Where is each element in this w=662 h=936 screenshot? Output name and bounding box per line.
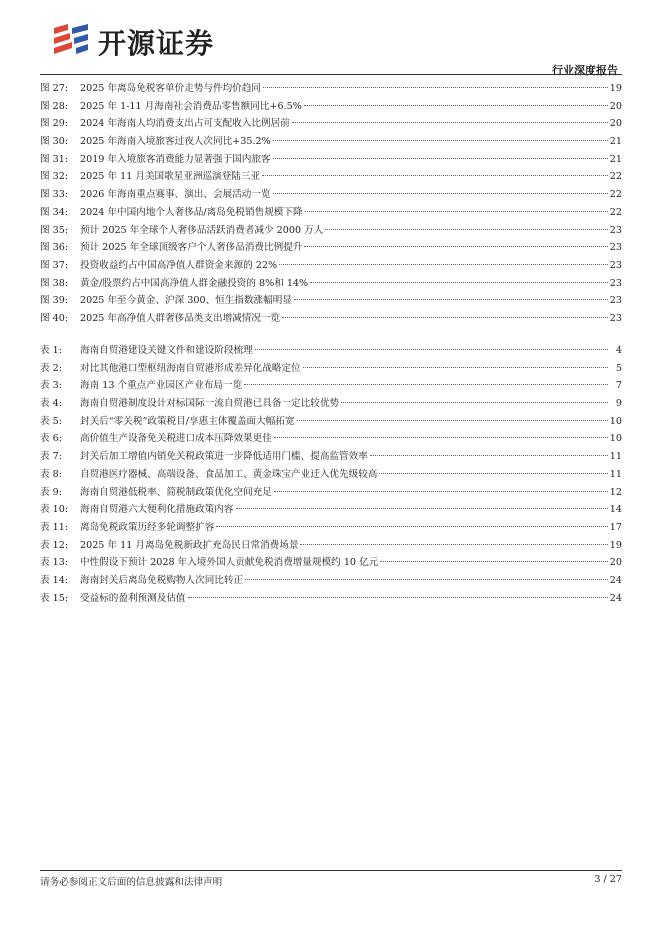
toc-entry-number: 图 33: — [40, 189, 69, 201]
toc-entry-number: 表 15: — [40, 592, 69, 604]
toc-entry-title: 封关后“零关税”政策税目/享惠主体覆盖面大幅拓宽 — [80, 415, 295, 427]
toc-entry-number: 表 13: — [40, 557, 69, 569]
toc-entry[interactable] — [40, 554, 622, 572]
dot-leader — [305, 211, 608, 212]
toc-entry[interactable] — [40, 501, 622, 519]
toc-entry-number: 表 14: — [40, 574, 69, 586]
toc-entry[interactable] — [40, 413, 622, 431]
toc-entry-number: 图 40: — [40, 312, 69, 324]
toc-entry-page: 12 — [609, 486, 622, 498]
toc-entry[interactable] — [40, 115, 622, 133]
toc-entry-page: 9 — [615, 398, 622, 410]
toc-entry[interactable] — [40, 204, 622, 222]
toc-entry-number: 图 39: — [40, 295, 69, 307]
toc-entry-title: 2025 年 11 月离岛免税新政扩充岛民日常消费场景 — [80, 539, 299, 551]
dot-leader — [300, 544, 607, 545]
toc-entry-number: 图 28: — [40, 100, 69, 112]
dot-leader — [273, 193, 608, 194]
toc-entry-number: 图 30: — [40, 136, 69, 148]
dot-leader — [282, 317, 608, 318]
toc-entry-title: 受益标的盈利预测及估值 — [80, 592, 186, 604]
toc-entry[interactable] — [40, 186, 622, 204]
toc-entry[interactable] — [40, 342, 622, 360]
toc-entry-page: 17 — [609, 521, 622, 533]
toc-entry-title: 海南自贸港制度设计对标国际一流自贸港已具备一定比较优势 — [80, 398, 340, 410]
toc-entry[interactable] — [40, 239, 622, 257]
toc-entry-page: 24 — [609, 574, 622, 586]
toc-entry-page: 21 — [609, 153, 622, 165]
dot-leader — [341, 402, 608, 403]
toc-entry-title: 对比其他港口型枢纽海南自贸港形成差异化战略定位 — [80, 362, 301, 374]
toc-entry[interactable] — [40, 466, 622, 484]
toc-entry[interactable] — [40, 98, 622, 116]
toc-entry-title: 2025 年至今黄金、沪深 300、恒生指数涨幅明显 — [80, 295, 292, 307]
header-divider — [40, 74, 622, 75]
dot-leader — [274, 437, 608, 438]
dot-leader — [292, 122, 608, 123]
toc-entry[interactable] — [40, 484, 622, 502]
dot-leader — [236, 508, 608, 509]
dot-leader — [274, 491, 608, 492]
toc-entry[interactable] — [40, 395, 622, 413]
footer-divider — [40, 870, 622, 871]
toc-entry-title: 高价值生产设备免关税进口成本压降效果更佳 — [80, 433, 272, 445]
logo-mark-icon — [50, 22, 92, 62]
dot-leader — [325, 229, 607, 230]
toc-entry-number: 表 3: — [40, 380, 62, 392]
toc-entry-number: 图 37: — [40, 259, 69, 271]
dot-leader — [279, 264, 608, 265]
dot-leader — [294, 299, 608, 300]
toc-entry[interactable] — [40, 537, 622, 555]
toc-entry-page: 23 — [609, 259, 622, 271]
table-index-list — [40, 342, 622, 607]
toc-entry-number: 图 32: — [40, 171, 69, 183]
toc-entry-page: 24 — [609, 592, 622, 604]
toc-entry-page: 14 — [609, 504, 622, 516]
toc-entry-page: 5 — [615, 362, 622, 374]
toc-entry-number: 图 38: — [40, 277, 69, 289]
toc-entry-title: 2025 年海南入境旅客过夜人次同比+35.2% — [80, 136, 271, 148]
toc-entry-title: 2024 年海南人均消费支出占可支配收入比例居前 — [80, 118, 290, 130]
toc-entry-title: 自贸港医疗器械、高端设备、食品加工、黄金珠宝产业迁入优先级较高 — [80, 468, 378, 480]
toc-entry-number: 表 9: — [40, 486, 62, 498]
toc-entry[interactable] — [40, 519, 622, 537]
toc-entry-number: 图 27: — [40, 83, 69, 94]
toc-entry-title: 预计 2025 年全球个人奢侈品活跃消费者减少 2000 万人 — [80, 224, 324, 236]
page-number: 3 / 27 — [594, 874, 622, 885]
toc-entry-page: 7 — [615, 380, 622, 392]
figure-index-list — [40, 80, 622, 328]
toc-entry-page: 4 — [615, 345, 622, 356]
toc-entry-page: 23 — [609, 242, 622, 254]
toc-entry-page: 10 — [609, 433, 622, 445]
toc-entry-number: 图 34: — [40, 206, 69, 218]
toc-entry-page: 22 — [609, 189, 622, 201]
toc-entry-page: 20 — [609, 118, 622, 130]
toc-entry-page: 22 — [609, 171, 622, 183]
toc-entry[interactable] — [40, 168, 622, 186]
toc-entry-title: 海南自贸港六大便利化措施政策内容 — [80, 504, 234, 516]
toc-entry-title: 海南封关后离岛免税购物人次同比转正 — [80, 574, 244, 586]
toc-entry-title: 2025 年 1-11 月海南社会消费品零售额同比+6.5% — [80, 100, 302, 112]
toc-entry-title: 海南自贸港建设关键文件和建设阶段梳理 — [80, 345, 253, 356]
toc-entry[interactable] — [40, 448, 622, 466]
toc-entry-title: 离岛免税政策历经多轮调整扩容 — [80, 521, 215, 533]
toc-entry[interactable] — [40, 80, 622, 98]
dot-leader — [245, 579, 608, 580]
dot-leader — [255, 349, 608, 350]
toc-entry-number: 表 1: — [40, 345, 62, 356]
toc-entry[interactable] — [40, 572, 622, 590]
dot-leader — [297, 420, 608, 421]
dot-leader — [304, 246, 607, 247]
page-header — [40, 18, 622, 77]
toc-entry-number: 表 10: — [40, 504, 69, 516]
toc-entry-page: 23 — [609, 224, 622, 236]
toc-entry-number: 表 4: — [40, 398, 62, 410]
toc-entry-page: 19 — [609, 83, 622, 94]
dot-leader — [263, 87, 608, 88]
toc-entry-title: 2019 年入境旅客消费能力显著强于国内旅客 — [80, 153, 271, 165]
brand-logo — [50, 22, 214, 62]
toc-entry-title: 2026 年海南重点赛事、演出、会展活动一览 — [80, 189, 271, 201]
dot-leader — [370, 455, 608, 456]
toc-entry-page: 22 — [609, 206, 622, 218]
toc-entry-page: 21 — [609, 136, 622, 148]
toc-entry-title: 黄金/股票约占中国高净值人群金融投资的 8%和 14% — [80, 277, 309, 289]
toc-entry-page: 10 — [609, 415, 622, 427]
toc-entry-title: 2025 年 11 月美国歌星亚洲巡演登陆三亚 — [80, 171, 261, 183]
dot-leader — [303, 367, 608, 368]
toc-entry[interactable] — [40, 151, 622, 169]
toc-entry-number: 图 31: — [40, 153, 69, 165]
brand-name: 开源证券 — [98, 27, 215, 60]
dot-leader — [304, 105, 608, 106]
toc-entry-number: 图 29: — [40, 118, 69, 130]
toc-entry-page: 23 — [609, 277, 622, 289]
toc-entry-page: 20 — [609, 557, 622, 569]
toc-entry-number: 表 11: — [40, 521, 69, 533]
dot-leader — [273, 158, 608, 159]
dot-leader — [379, 473, 607, 474]
toc-entry[interactable] — [40, 133, 622, 151]
toc-entry-title: 预计 2025 年全球顶级客户个人奢侈品消费比例提升 — [80, 242, 303, 254]
toc-entry-title: 海南 13 个重点产业园区产业布局一览 — [80, 380, 243, 392]
toc-entry-number: 表 2: — [40, 362, 62, 374]
dot-leader — [380, 561, 608, 562]
toc-entry[interactable] — [40, 360, 622, 378]
toc-entry-number: 表 6: — [40, 433, 62, 445]
toc-entry-page: 19 — [609, 539, 622, 551]
toc-entry-number: 表 12: — [40, 539, 69, 551]
toc-entry-title: 投资收益约占中国高净值人群资金来源的 22% — [80, 259, 278, 271]
toc-entry-page: 23 — [609, 295, 622, 307]
toc-entry[interactable] — [40, 222, 622, 240]
toc-entry-page: 11 — [609, 468, 622, 480]
toc-entry-number: 表 5: — [40, 415, 62, 427]
toc-entry[interactable] — [40, 292, 622, 310]
toc-entry-number: 表 8: — [40, 468, 62, 480]
toc-entry-page: 20 — [609, 100, 622, 112]
toc-entry[interactable] — [40, 590, 622, 608]
toc-entry-number: 表 7: — [40, 451, 62, 463]
dot-leader — [244, 384, 608, 385]
dot-leader — [310, 282, 608, 283]
toc-entry-title: 2025 年高净值人群奢侈品类支出增减情况一览 — [80, 312, 281, 324]
footer-disclaimer: 请务必参阅正文后面的信息披露和法律声明 — [40, 877, 223, 888]
dot-leader — [262, 175, 608, 176]
report-type-label: 行业深度报告 — [552, 64, 618, 77]
toc-entry-title: 2025 年离岛免税客单价走势与件均价趋同 — [80, 83, 261, 94]
toc-entry-number: 图 36: — [40, 242, 69, 254]
toc-entry-title: 海南自贸港低税率、简税制政策优化空间充足 — [80, 486, 272, 498]
toc-entry[interactable] — [40, 377, 622, 395]
toc-entry-page: 11 — [609, 451, 622, 463]
toc-entry[interactable] — [40, 430, 622, 448]
toc-entry[interactable] — [40, 275, 622, 293]
toc-entry-page: 23 — [609, 312, 622, 324]
toc-entry[interactable] — [40, 310, 622, 328]
toc-entry-title: 2024 年中国内地个人奢侈品/离岛免税销售规模下降 — [80, 206, 303, 218]
toc-entry[interactable] — [40, 257, 622, 275]
dot-leader — [216, 526, 607, 527]
dot-leader — [188, 597, 608, 598]
toc-entry-number: 图 35: — [40, 224, 69, 236]
toc-entry-title: 中性假设下预计 2028 年入境外国人贡献免税消费增量规模约 10 亿元 — [80, 557, 379, 569]
toc-entry-title: 封关后加工增值内销免关税政策进一步降低适用门槛、提高监管效率 — [80, 451, 368, 463]
dot-leader — [273, 140, 608, 141]
